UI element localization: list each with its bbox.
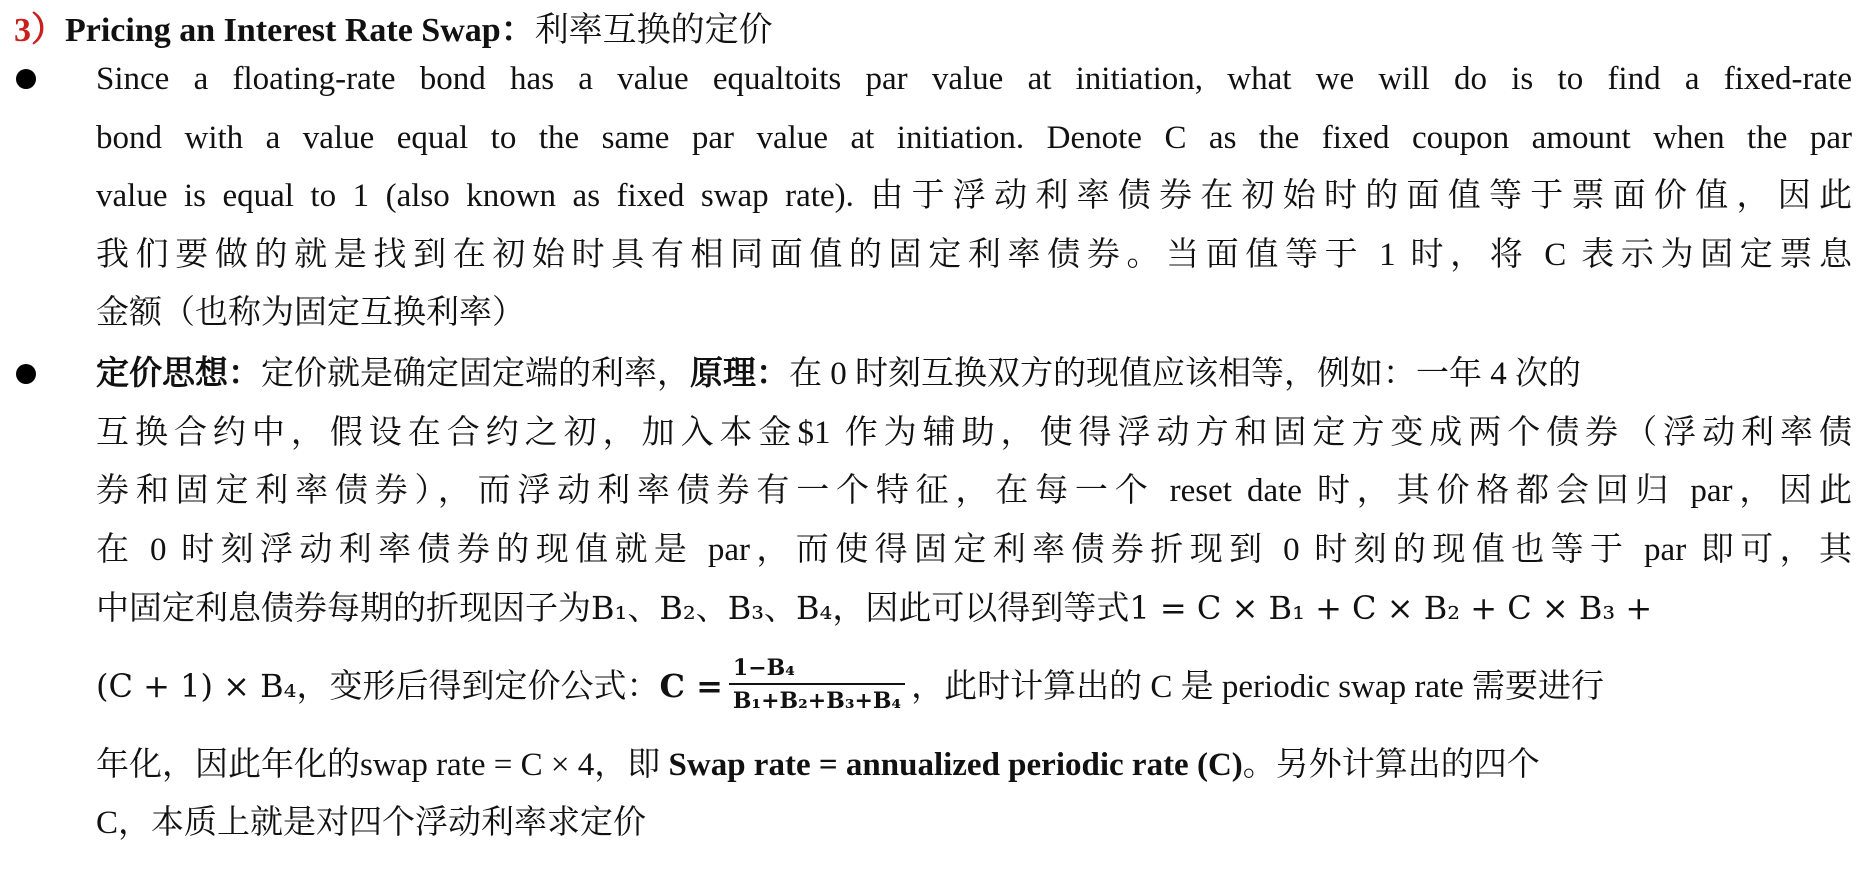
annualize-text: 年化，因此年化的swap rate = C × 4，即	[96, 746, 669, 783]
paragraph-line: 金额（也称为固定互换利率）	[96, 295, 525, 331]
label-principle: 原理：	[690, 356, 789, 392]
paragraph-line	[96, 638, 1852, 734]
equation-intro: ，因此可以得到等式	[832, 591, 1130, 627]
text-principle: 在 0 时刻互换双方的现值应该相等，例如：一年 4 次的	[789, 356, 1581, 392]
bullet-paragraph-2	[96, 345, 1852, 853]
paragraph-line	[96, 345, 1852, 404]
paragraph-line: 我们要做的就是找到在初始时具有相同面值的固定利率债券。当面值等于 1 时，将 C 表示为固定票息	[96, 236, 1852, 273]
paragraph-line	[96, 579, 1852, 638]
pricing-formula-fraction	[729, 653, 905, 717]
formula-numerator: 1−B₄	[729, 653, 905, 685]
equation-part-1: 1 = C × B₁ + C × B₂ + C × B₃ +	[1129, 589, 1653, 627]
section-title-en: Pricing an Interest Rate Swap	[65, 12, 501, 49]
discount-factors: B₁、B₂、B₃、B₄	[591, 589, 833, 627]
discount-factor-text: 中固定利息债券每期的折现因子为	[96, 591, 591, 627]
text-pricing-idea: 定价就是确定固定端的利率，	[261, 356, 690, 392]
paragraph-line	[96, 736, 1852, 795]
bullet-paragraph-1	[96, 50, 1852, 343]
paragraph-line: 券和固定利率债券），而浮动利率债券有一个特征，在每一个 reset date 时，其价格都会回归 par，因此	[96, 473, 1852, 509]
paragraph-line: 在 0 时刻浮动利率债券的现值就是 par，而使得固定利率债券折现到 0 时刻的现值也等于 par 即可，其	[96, 531, 1852, 568]
swap-rate-formula: Swap rate = annualized periodic rate (C)	[668, 746, 1243, 783]
section-title-colon: ：	[500, 12, 535, 49]
paragraph-line: Since a floating-rate bond has a value equaltoits par value at initiation, what we will do is to find a fixed-rate	[96, 61, 1852, 97]
annualize-text-tail: 。另外计算出的四个	[1242, 746, 1540, 783]
paragraph-line: value is equal to 1 (also known as fixed swap rate). 由于浮动利率债券在初始时的面值等于票面价值，因此	[96, 178, 1852, 214]
section-number: 3）	[14, 12, 65, 49]
formula-lhs: C =	[659, 666, 723, 705]
bullet-dot-2	[16, 364, 36, 384]
periodic-rate-text: ，此时计算出的 C 是 periodic swap rate 需要进行	[911, 668, 1605, 705]
label-pricing-idea: 定价思想：	[96, 356, 261, 392]
formula-denominator: B₁+B₂+B₃+B₄	[732, 687, 902, 714]
section-heading	[14, 6, 773, 56]
equation-part-2: (C + 1) × B₄	[96, 666, 297, 705]
paragraph-line: C，本质上就是对四个浮动利率求定价	[96, 805, 647, 841]
bullet-dot-1	[16, 69, 36, 89]
paragraph-line: 互换合约中，假设在合约之初，加入本金$1 作为辅助，使得浮动方和固定方变成两个债券（浮动利率债	[96, 414, 1852, 451]
formula-intro: ，变形后得到定价公式：	[296, 668, 660, 705]
section-title-zh: 利率互换的定价	[534, 12, 773, 49]
paragraph-line: bond with a value equal to the same par value at initiation. Denote C as the fixed coupon amount when the par	[96, 119, 1852, 156]
